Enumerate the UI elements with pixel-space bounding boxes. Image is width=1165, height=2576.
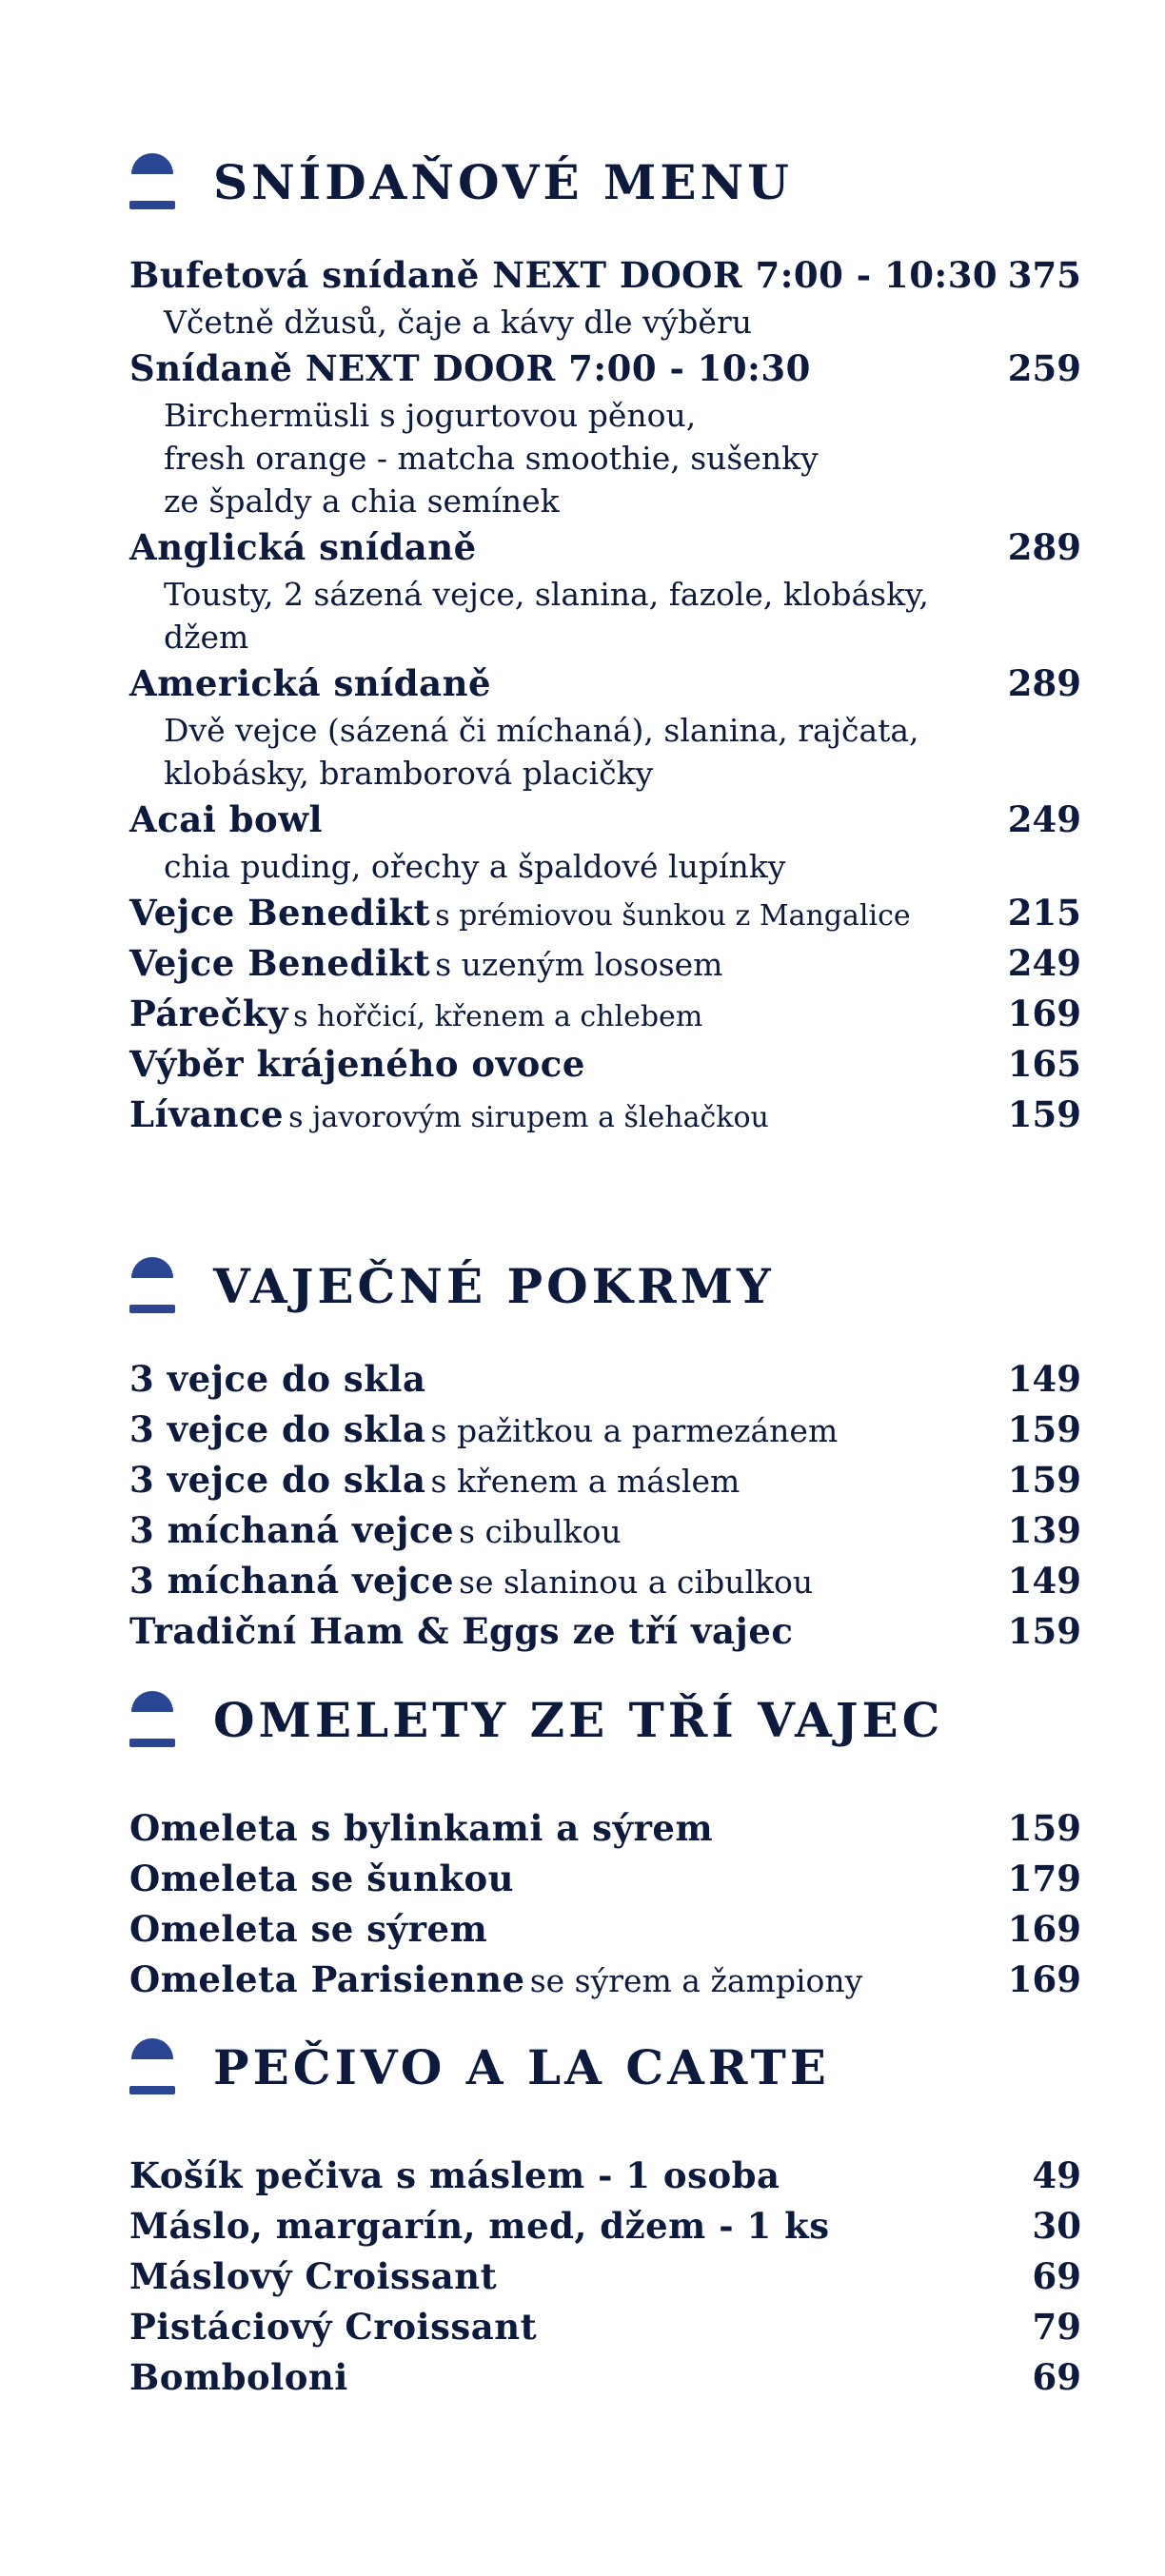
menu-item-price: 289 [1007,662,1081,704]
section-title: OMELETY ZE TŘÍ VAJEC [213,1692,944,1748]
menu-item [129,1039,1081,1090]
menu-item [129,888,1081,938]
menu-item [129,2352,1081,2403]
menu-item-price: 249 [1007,798,1081,840]
menu-item [129,344,1081,522]
menu-item-price: 69 [1032,2356,1081,2398]
menu-item-row [129,1354,1081,1405]
menu-item [129,1505,1081,1556]
menu-item-title [129,1556,813,1606]
section-breakfast-menu [129,147,1081,1135]
menu-item-detail: se slaninou a cibulkou [459,1563,814,1601]
menu-item-description: fresh orange - matcha smoothie, sušenky [164,440,819,477]
menu-item [129,659,1081,795]
menu-item [129,1354,1081,1405]
menu-item-price: 159 [1007,1408,1081,1450]
menu-item-title [129,1090,769,1140]
section-header [129,2033,1081,2099]
menu-item-name: Omeleta Parisienne [129,1958,525,2000]
menu-item [129,938,1081,989]
menu-item [129,2252,1081,2302]
menu-item-row [129,1455,1081,1505]
menu-item-title [129,1039,585,1090]
menu-item-row [129,1854,1081,1904]
menu-item-name: Omeleta s bylinkami a sýrem [129,1807,714,1849]
menu-item-row [129,1606,1081,1657]
menu-item-name: Omeleta se šunkou [129,1858,515,1899]
menu-item-name: Acai bowl [129,798,324,840]
menu-items [129,1803,1081,2005]
menu-item-price: 249 [1007,942,1081,984]
menu-item-description: Dvě vejce (sázená či míchaná), slanina, rajčata, [164,712,919,749]
menu-item-name: Bufetová snídaně NEXT DOOR 7:00 - 10:30 [129,254,998,296]
menu-item-description: chia puding, ořechy a špaldové lupínky [164,848,786,885]
menu-item [129,1455,1081,1505]
menu-item [129,2201,1081,2252]
menu-item-title [129,1405,838,1455]
menu-item-row [129,989,1081,1039]
menu-item-title [129,1854,514,1904]
menu-item-row [129,2252,1081,2302]
menu-item-name: 3 vejce do skla [129,1408,426,1450]
menu-item-detail: s uzeným lososem [435,946,723,983]
menu-item-name: 3 vejce do skla [129,1358,426,1400]
menu-item-price: 49 [1032,2154,1081,2196]
menu-item-name: Snídaně NEXT DOOR 7:00 - 10:30 [129,347,811,389]
menu-item-description: Birchermüsli s jogurtovou pěnou, [164,397,697,434]
menu-item-price: 289 [1007,526,1081,568]
section-title: VAJEČNÉ POKRMY [213,1258,775,1314]
menu-item-description: Včetně džusů, čaje a kávy dle výběru [164,304,752,341]
menu-item-price: 215 [1007,892,1081,934]
menu-items [129,250,1081,1140]
menu-item-description: Tousty, 2 sázená vejce, slanina, fazole, klobásky, [164,576,929,613]
menu-item-detail: s pažitkou a parmezánem [430,1412,839,1449]
menu-item-row [129,2201,1081,2252]
menu-item [129,522,1081,659]
menu-item-detail: s javorovým sirupem a šlehačkou [288,1101,769,1134]
menu-item-name: Vejce Benedikt [129,942,431,984]
menu-item-description: ze špaldy a chia semínek [164,482,560,520]
menu-item-row [129,1955,1081,2005]
menu-item-title [129,1904,487,1955]
menu-item-price: 69 [1032,2255,1081,2297]
menu-item [129,989,1081,1039]
menu-item-detail: s křenem a máslem [430,1463,740,1500]
menu-item [129,1090,1081,1140]
menu-item-row [129,522,1081,573]
menu-item-title [129,1505,622,1556]
section-egg-dishes [129,1251,1081,1652]
menu-item-price: 159 [1007,1093,1081,1135]
menu-item-title [129,888,911,938]
menu-item-title [129,2201,830,2252]
menu-item-price: 30 [1032,2205,1081,2247]
menu-item [129,1405,1081,1455]
section-omelettes [129,1685,1081,2000]
menu-item-title [129,795,323,845]
menu-item-title [129,1354,425,1405]
menu-items [129,1354,1081,1657]
menu-item-name: 3 míchaná vejce [129,1509,454,1551]
menu-item-title [129,250,997,301]
menu-item-name: Omeleta se sýrem [129,1908,488,1950]
menu-item-price: 149 [1007,1358,1081,1400]
menu-item-price: 259 [1007,347,1081,389]
menu-item-row [129,1090,1081,1140]
menu-item-title [129,1455,740,1505]
menu-item-price: 169 [1007,1958,1081,2000]
menu-item-name: 3 míchaná vejce [129,1560,454,1602]
menu-item-row [129,1039,1081,1090]
menu-item-price: 159 [1007,1807,1081,1849]
menu-item-row [129,1556,1081,1606]
menu-item-price: 139 [1007,1509,1081,1551]
menu-item-price: 79 [1032,2306,1081,2348]
menu-item [129,1854,1081,1904]
menu-item-title [129,2151,780,2201]
menu-item [129,1803,1081,1854]
menu-item-row [129,344,1081,394]
menu-item-title [129,1955,862,2005]
menu-item-detail: s prémiovou šunkou z Mangalice [435,899,911,933]
menu-item-name: Bomboloni [129,2356,348,2398]
menu-item-row [129,659,1081,709]
menu-item [129,1606,1081,1657]
menu-item-price: 169 [1007,993,1081,1034]
menu-item [129,1904,1081,1955]
cloche-icon [129,1691,175,1750]
menu-item-name: Máslo, margarín, med, džem - 1 ks [129,2205,830,2247]
menu-item-name: Košík pečiva s máslem - 1 osoba [129,2154,780,2196]
menu-item-price: 179 [1007,1858,1081,1899]
menu-item-detail: s cibulkou [459,1513,622,1550]
menu-item-price: 159 [1007,1459,1081,1501]
menu-item-row [129,1904,1081,1955]
menu-item [129,1955,1081,2005]
menu-item-title [129,1606,793,1657]
menu-item-description: džem [164,619,249,656]
menu-item-title [129,1803,713,1854]
menu-item-title [129,938,722,989]
section-header [129,1685,1081,1752]
menu-item-price: 159 [1007,1610,1081,1652]
menu-item [129,2151,1081,2201]
section-title: PEČIVO A LA CARTE [213,2039,830,2095]
cloche-icon [129,2038,175,2097]
menu-item-name: Lívance [129,1093,285,1135]
menu-item-row [129,1803,1081,1854]
menu-item-name: Tradiční Ham & Eggs ze tří vajec [129,1610,794,1652]
menu-item-title [129,989,702,1039]
section-header [129,147,1081,214]
section-title: SNÍDAŇOVÉ MENU [213,154,793,210]
menu-item [129,2302,1081,2352]
menu-item [129,250,1081,344]
menu-item-name: 3 vejce do skla [129,1459,426,1501]
menu-item-name: Anglická snídaně [129,526,477,568]
menu-item-detail: s hořčicí, křenem a chlebem [293,1000,703,1033]
menu-item-price: 165 [1007,1043,1081,1085]
menu-item-name: Vejce Benedikt [129,892,431,934]
menu-item-name: Máslový Croissant [129,2255,498,2297]
menu-item-row [129,2352,1081,2403]
menu-item-price: 169 [1007,1908,1081,1950]
menu-item-row [129,938,1081,989]
menu-items [129,2151,1081,2403]
menu-item-name: Pistáciový Croissant [129,2306,538,2348]
menu-item [129,1556,1081,1606]
cloche-icon [129,153,175,212]
cloche-icon [129,1257,175,1316]
menu-item-name: Výběr krájeného ovoce [129,1043,585,1085]
menu-item [129,795,1081,888]
menu-item-row [129,795,1081,845]
menu-item-title [129,2302,537,2352]
menu-item-title [129,2352,348,2403]
menu-item-name: Americká snídaně [129,662,492,704]
menu-item-row [129,250,1081,301]
section-header [129,1251,1081,1318]
menu-item-row [129,888,1081,938]
menu-item-row [129,2302,1081,2352]
menu-item-price: 375 [1007,254,1081,296]
menu-item-row [129,1505,1081,1556]
menu-item-title [129,2252,497,2302]
menu-item-title [129,344,811,394]
menu-item-title [129,522,477,573]
menu-item-detail: se sýrem a žampiony [529,1962,863,1999]
section-pastry-a-la-carte [129,2033,1081,2398]
menu-item-row [129,1405,1081,1455]
menu-item-price: 149 [1007,1560,1081,1602]
menu-item-name: Párečky [129,993,289,1034]
menu-item-description: klobásky, bramborová placičky [164,755,654,792]
menu-item-row [129,2151,1081,2201]
menu-item-title [129,659,491,709]
